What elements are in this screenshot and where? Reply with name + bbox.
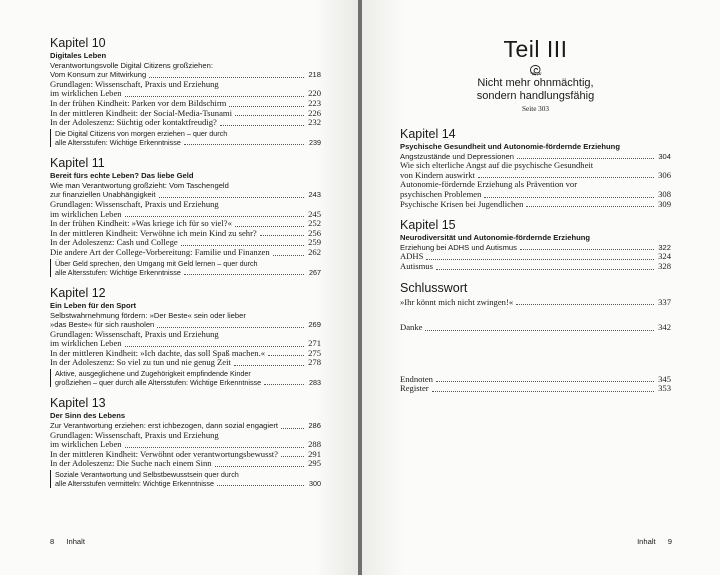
toc-entry-text: Autismus: [400, 260, 433, 271]
toc-entry-line: Grundlagen: Wissenschaft, Praxis und Erziehung: [50, 328, 219, 339]
toc-chapter: [400, 127, 671, 209]
toc-entry-text: im wirklichen Leben: [50, 88, 122, 99]
toc-entry: [50, 248, 321, 258]
right-chapter-list: [400, 127, 671, 394]
chapter-title: Kapitel 13: [50, 396, 106, 411]
dot-leader: [516, 304, 654, 305]
summary-entry-text: alle Altersstufen: Wichtige Erkenntnisse: [55, 267, 181, 277]
toc-entry-text: In der Adoleszenz: So viel zu tun und nie genug Zeit: [50, 357, 231, 368]
summary-entry-row: [55, 268, 321, 277]
endmatter-entry-row: [400, 375, 671, 385]
summary-box: [50, 129, 321, 147]
summary-entry: [55, 129, 321, 147]
dot-leader: [281, 428, 304, 429]
dot-leader: [125, 96, 304, 97]
toc-entry-row: [50, 358, 321, 368]
danke-entry-text: Danke: [400, 322, 423, 333]
toc-entry-text: In der mittleren Kindheit: »Ich dachte, das soll Spaß machen.«: [50, 347, 266, 358]
toc-chapter: [50, 36, 321, 147]
page-number: 324: [658, 251, 671, 262]
page-number: 309: [658, 198, 671, 209]
chapter-subtitle: Ein Leben für den Sport: [50, 300, 137, 310]
toc-entry-text: In der frühen Kindheit: »Was kriege ich für so viel?«: [50, 218, 232, 229]
dot-leader: [220, 125, 304, 126]
chapter-intro: [400, 243, 671, 253]
summary-entry-text: alle Altersstufen: Wichtige Erkenntnisse: [55, 137, 181, 147]
part-subtitle-line-2: sondern handlungsfähig: [476, 90, 595, 102]
chapter-intro-line: Wie man Verantwortung großzieht: Vom Taschengeld: [50, 180, 229, 190]
part-heading: [400, 36, 671, 115]
footer-label-right: Inhalt: [637, 537, 656, 546]
left-toc-column: [50, 36, 321, 497]
page-number: 295: [308, 458, 321, 469]
dot-leader: [125, 346, 304, 347]
chapter-intro-text: Angstzustände und Depressionen: [400, 151, 514, 161]
schlusswort-entry-row: [400, 298, 671, 308]
right-page-footer: [637, 537, 672, 546]
page-number: 337: [658, 296, 671, 307]
schlusswort-entry: [400, 298, 671, 308]
endmatter-entry-row: [400, 384, 671, 394]
page-number: 223: [308, 97, 321, 108]
toc-chapter: [400, 218, 671, 271]
page-number: 308: [658, 188, 671, 199]
toc-entry: [50, 358, 321, 368]
endmatter-entry: [400, 384, 671, 394]
schlusswort-entry-text: »Ihr könnt mich nicht zwingen!«: [400, 296, 514, 307]
page-number: 271: [308, 338, 321, 349]
chapter-intro: [50, 181, 321, 200]
left-page-footer: [50, 537, 85, 546]
toc-entry-text: im wirklichen Leben: [50, 208, 122, 219]
chapter-intro-row: [400, 243, 671, 253]
chapter-subtitle: Digitales Leben: [50, 51, 107, 60]
dot-leader: [184, 274, 304, 275]
toc-entry-text: im wirklichen Leben: [50, 439, 122, 450]
chapter-intro-line: Selbstwahrnehmung fördern: »Der Beste« sein oder lieber: [50, 310, 246, 320]
chapter-intro-text: Zur Verantwortung erziehen: erst ichbezogen, dann sozial engagiert: [50, 421, 278, 431]
dot-leader: [436, 381, 654, 382]
summary-box: [50, 470, 321, 488]
page-number: 259: [308, 237, 321, 248]
dot-leader: [235, 115, 304, 116]
chapter-title: Kapitel 15: [400, 218, 456, 233]
page-number: 306: [658, 169, 671, 180]
part-page-ref: Seite 303: [522, 105, 549, 113]
summary-box: [50, 369, 321, 387]
toc-chapter: [50, 286, 321, 388]
chapter-intro-text: Erziehung bei ADHS und Autismus: [400, 242, 517, 252]
toc-entry-line: Grundlagen: Wissenschaft, Praxis und Erziehung: [50, 78, 219, 89]
right-toc-column: [400, 36, 671, 394]
toc-entry: [50, 118, 321, 128]
toc-chapter: [50, 156, 321, 277]
page-number: 226: [308, 107, 321, 118]
endmatter-entry-text: Register: [400, 383, 429, 394]
page-number: 262: [308, 246, 321, 257]
toc-entry-line: Wie sich elterliche Angst auf die psychische Gesundheit: [400, 160, 594, 171]
toc-entry-text: Die andere Art der College-Vorbereitung: Familie und Finanzen: [50, 246, 270, 257]
dot-leader: [478, 177, 654, 178]
toc-entry: [50, 330, 321, 349]
summary-entry-line: Über Geld sprechen, den Umgang mit Geld lernen – quer durch: [55, 258, 258, 268]
page-number: 243: [308, 190, 321, 200]
page-number: 220: [308, 88, 321, 99]
summary-entry: [55, 470, 321, 488]
chapter-title: Kapitel 12: [50, 285, 106, 300]
part-title: Teil III: [503, 36, 568, 62]
page-number: 288: [308, 439, 321, 450]
dot-leader: [268, 355, 304, 356]
dot-leader: [436, 269, 654, 270]
toc-entry-text: von Kindern auswirkt: [400, 169, 475, 180]
toc-entry-row: [400, 262, 671, 272]
toc-entry-text: psychischen Problemen: [400, 188, 482, 199]
toc-entry-row: [50, 248, 321, 258]
page-number: 275: [308, 347, 321, 358]
dot-leader: [425, 330, 654, 331]
toc-entry-text: In der Adoleszenz: Süchtig oder kontaktfreudig?: [50, 117, 217, 128]
dot-leader: [235, 226, 304, 227]
toc-entry: [400, 161, 671, 180]
page-number: 286: [308, 421, 321, 431]
dot-leader: [264, 384, 304, 385]
toc-entry-text: In der frühen Kindheit: Parken vor dem Bildschirm: [50, 97, 227, 108]
chapter-intro-text: »das Beste« für sich rausholen: [50, 320, 155, 330]
dot-leader: [273, 255, 304, 256]
chapter-title: Kapitel 14: [400, 127, 456, 141]
page-number: 353: [658, 383, 671, 394]
dot-leader: [125, 447, 304, 448]
chapter-intro: [50, 61, 321, 80]
toc-entry-text: Psychische Krisen bei Jugendlichen: [400, 198, 524, 209]
toc-entry-text: In der Adoleszenz: Die Suche nach einem Sinn: [50, 458, 212, 469]
endmatter-section: [400, 375, 671, 394]
page-number: 300: [309, 479, 321, 489]
chapter-intro-line: Verantwortungsvolle Digital Citizens großziehen:: [50, 60, 213, 70]
summary-entry-row: [55, 378, 321, 387]
toc-entry-text: In der mittleren Kindheit: Verwöhne ich mein Kind zu sehr?: [50, 227, 257, 238]
chapter-subtitle: Der Sinn des Lebens: [50, 411, 126, 421]
dot-leader: [149, 77, 304, 78]
page-number: 283: [309, 378, 321, 388]
toc-entry-text: ADHS: [400, 251, 424, 262]
toc-entry-row: [400, 252, 671, 262]
chapter-intro-text: zur finanziellen Unabhängigkeit: [50, 190, 156, 200]
toc-entry-row: [400, 200, 671, 210]
toc-entry-row: [50, 118, 321, 128]
summary-entry-line: Aktive, ausgeglichene und Zugehörigkeit empfindende Kinder: [55, 369, 251, 379]
page-number: 245: [308, 208, 321, 219]
part-subtitle-line-1: Nicht mehr ohnmächtig,: [477, 77, 594, 89]
page-number: 345: [658, 373, 671, 384]
dot-leader: [159, 197, 304, 198]
schlusswort-title: Schlusswort: [400, 280, 468, 295]
toc-entry: [50, 431, 321, 450]
chapter-intro-text: Vom Konsum zur Mitwirkung: [50, 70, 147, 80]
summary-box: [50, 259, 321, 277]
summary-entry-line: Die Digital Citizens von morgen erziehen – quer durch: [55, 128, 228, 138]
left-page: [0, 0, 358, 575]
dot-leader: [520, 249, 654, 250]
dot-leader: [125, 216, 304, 217]
toc-entry-text: im wirklichen Leben: [50, 338, 122, 349]
dot-leader: [217, 485, 304, 486]
page-number: 269: [308, 320, 321, 330]
toc-entry-text: In der Adoleszenz: Cash und College: [50, 237, 178, 248]
endmatter-entry-text: Endnoten: [400, 373, 433, 384]
summary-entry-text: alle Altersstufen vermitteln: Wichtige Erkenntnisse: [55, 479, 214, 489]
page-number: 239: [309, 137, 321, 147]
page-number: 291: [308, 448, 321, 459]
dot-leader: [157, 327, 304, 328]
page-number: 328: [658, 260, 671, 271]
dot-leader: [484, 197, 654, 198]
dot-leader: [184, 144, 304, 145]
toc-entry-row: [50, 459, 321, 469]
summary-entry-row: [55, 138, 321, 147]
dot-leader: [432, 391, 654, 392]
dot-leader: [234, 365, 304, 366]
summary-entry: [55, 259, 321, 277]
danke-entry-row: [400, 323, 671, 333]
dot-leader: [426, 259, 654, 260]
toc-entry: [50, 200, 321, 219]
page-number-right: 9: [667, 537, 672, 546]
toc-entry: [400, 252, 671, 262]
page-number: 256: [308, 227, 321, 238]
dot-leader: [517, 158, 654, 159]
dot-leader: [215, 466, 304, 467]
endmatter-entry: [400, 375, 671, 385]
toc-entry: [50, 80, 321, 99]
chapter-subtitle: Neurodiversität und Autonomie-fördernde Erziehung: [400, 233, 590, 243]
chapter-subtitle: Bereit fürs echte Leben? Das liebe Geld: [50, 171, 194, 181]
chapter-title: Kapitel 10: [50, 36, 106, 50]
toc-entry-text: In der mittleren Kindheit: der Social-Media-Tsunami: [50, 107, 232, 118]
toc-entry: [400, 180, 671, 199]
toc-entry-text: In der mittleren Kindheit: Verwöhnt oder verantwortungsbewusst?: [50, 448, 278, 459]
toc-entry: [400, 200, 671, 210]
page-number: 342: [658, 322, 671, 333]
summary-entry-text: großziehen – quer durch alle Altersstufen: Wichtige Erkenntnisse: [55, 378, 262, 388]
dot-leader: [260, 235, 304, 236]
chapter-subtitle: Psychische Gesundheit und Autonomie-fördernde Erziehung: [400, 142, 620, 151]
right-page: [362, 0, 720, 575]
toc-entry: [400, 262, 671, 272]
page-number: 218: [308, 70, 321, 80]
toc-entry-line: Grundlagen: Wissenschaft, Praxis und Erziehung: [50, 198, 219, 209]
page-number: 322: [658, 242, 671, 252]
summary-entry-line: Soziale Verantwortung und Selbstbewusstsein quer durch: [55, 470, 239, 480]
snail-shell-icon: [529, 64, 543, 76]
page-number-left: 8: [50, 537, 55, 546]
chapter-title: Kapitel 11: [50, 156, 105, 171]
page-number: 304: [658, 151, 671, 161]
page-number: 252: [308, 218, 321, 229]
dot-leader: [229, 106, 304, 107]
page-number: 232: [308, 117, 321, 128]
dot-leader: [526, 206, 654, 207]
toc-entry: [50, 459, 321, 469]
summary-entry-row: [55, 479, 321, 488]
danke-entry: [400, 323, 671, 333]
summary-entry: [55, 369, 321, 387]
schlusswort-section: [400, 281, 671, 308]
page-number: 278: [308, 357, 321, 368]
dot-leader: [181, 245, 304, 246]
toc-chapter: [50, 396, 321, 488]
footer-label-left: Inhalt: [66, 537, 85, 546]
toc-entry-line: Autonomie-fördernde Erziehung als Prävention vor: [400, 179, 578, 190]
page-number: 267: [309, 267, 321, 277]
chapter-intro: [50, 311, 321, 330]
toc-entry-line: Grundlagen: Wissenschaft, Praxis und Erziehung: [50, 429, 219, 440]
dot-leader: [281, 456, 304, 457]
